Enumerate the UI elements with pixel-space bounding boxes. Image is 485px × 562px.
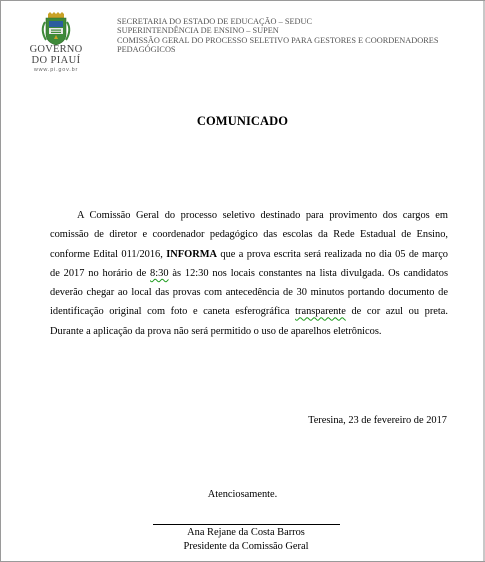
letterhead [14, 12, 474, 72]
body-text-part: às 12:30 nos locais constantes na lista divulgada. Os candidatos deverão chegar ao local das provas com antecedência de 30 minutos portando documento de identificação original com foto e caneta esferográfica [50, 267, 448, 318]
document-title: COMUNICADO [196, 114, 289, 128]
signature-name-text: Ana Rejane da Costa Barros [187, 527, 305, 538]
body-transparente: transparente [295, 306, 346, 318]
letterhead-line-comissao: COMISSÃO GERAL DO PROCESSO SELETIVO PARA GESTORES E COORDENADORES PEDAGÓGICOS [117, 35, 439, 55]
letterhead-line-seduc: SECRETARIA DO ESTADO DE EDUCAÇÃO – SEDUC [117, 17, 313, 26]
body-time: 8:30 [150, 267, 169, 279]
document-date: Teresina, 23 de fevereiro de 2017 [308, 415, 447, 426]
letterhead-text [117, 17, 477, 55]
body-text-part: A Comissão Geral do processo seletivo destinado para provimento dos cargos em comissão de diretor e coordenador pedagógico das escolas da Rede Estadual de Ensino, conforme Edital 011/2016, [50, 210, 448, 260]
government-logo [16, 12, 96, 74]
body-bold-informa: INFORMA [166, 248, 218, 260]
body-text-part: de cor azul ou preta. Durante a aplicação da prova não será permitido o uso de aparelhos eletrônicos. [50, 306, 448, 337]
letterhead-line-supen: SUPERINTENDÊNCIA DE ENSINO – SUPEN [117, 26, 279, 36]
body-text-part: que a prova escrita será realizada no dia 05 de março de 2017 no horário de [50, 248, 449, 279]
coat-of-arms-icon [16, 12, 96, 46]
document-body [50, 206, 448, 341]
closing-text: Atenciosamente. [207, 489, 278, 500]
signature-name [0, 527, 485, 538]
logo-word-governo: GOVERNO [29, 44, 83, 55]
signature-role: Presidente da Comissão Geral [183, 541, 309, 552]
logo-url: www.pi.gov.br [33, 67, 79, 73]
logo-word-do-piaui: DO PIAUÍ [31, 55, 81, 66]
signature-line [153, 524, 340, 525]
